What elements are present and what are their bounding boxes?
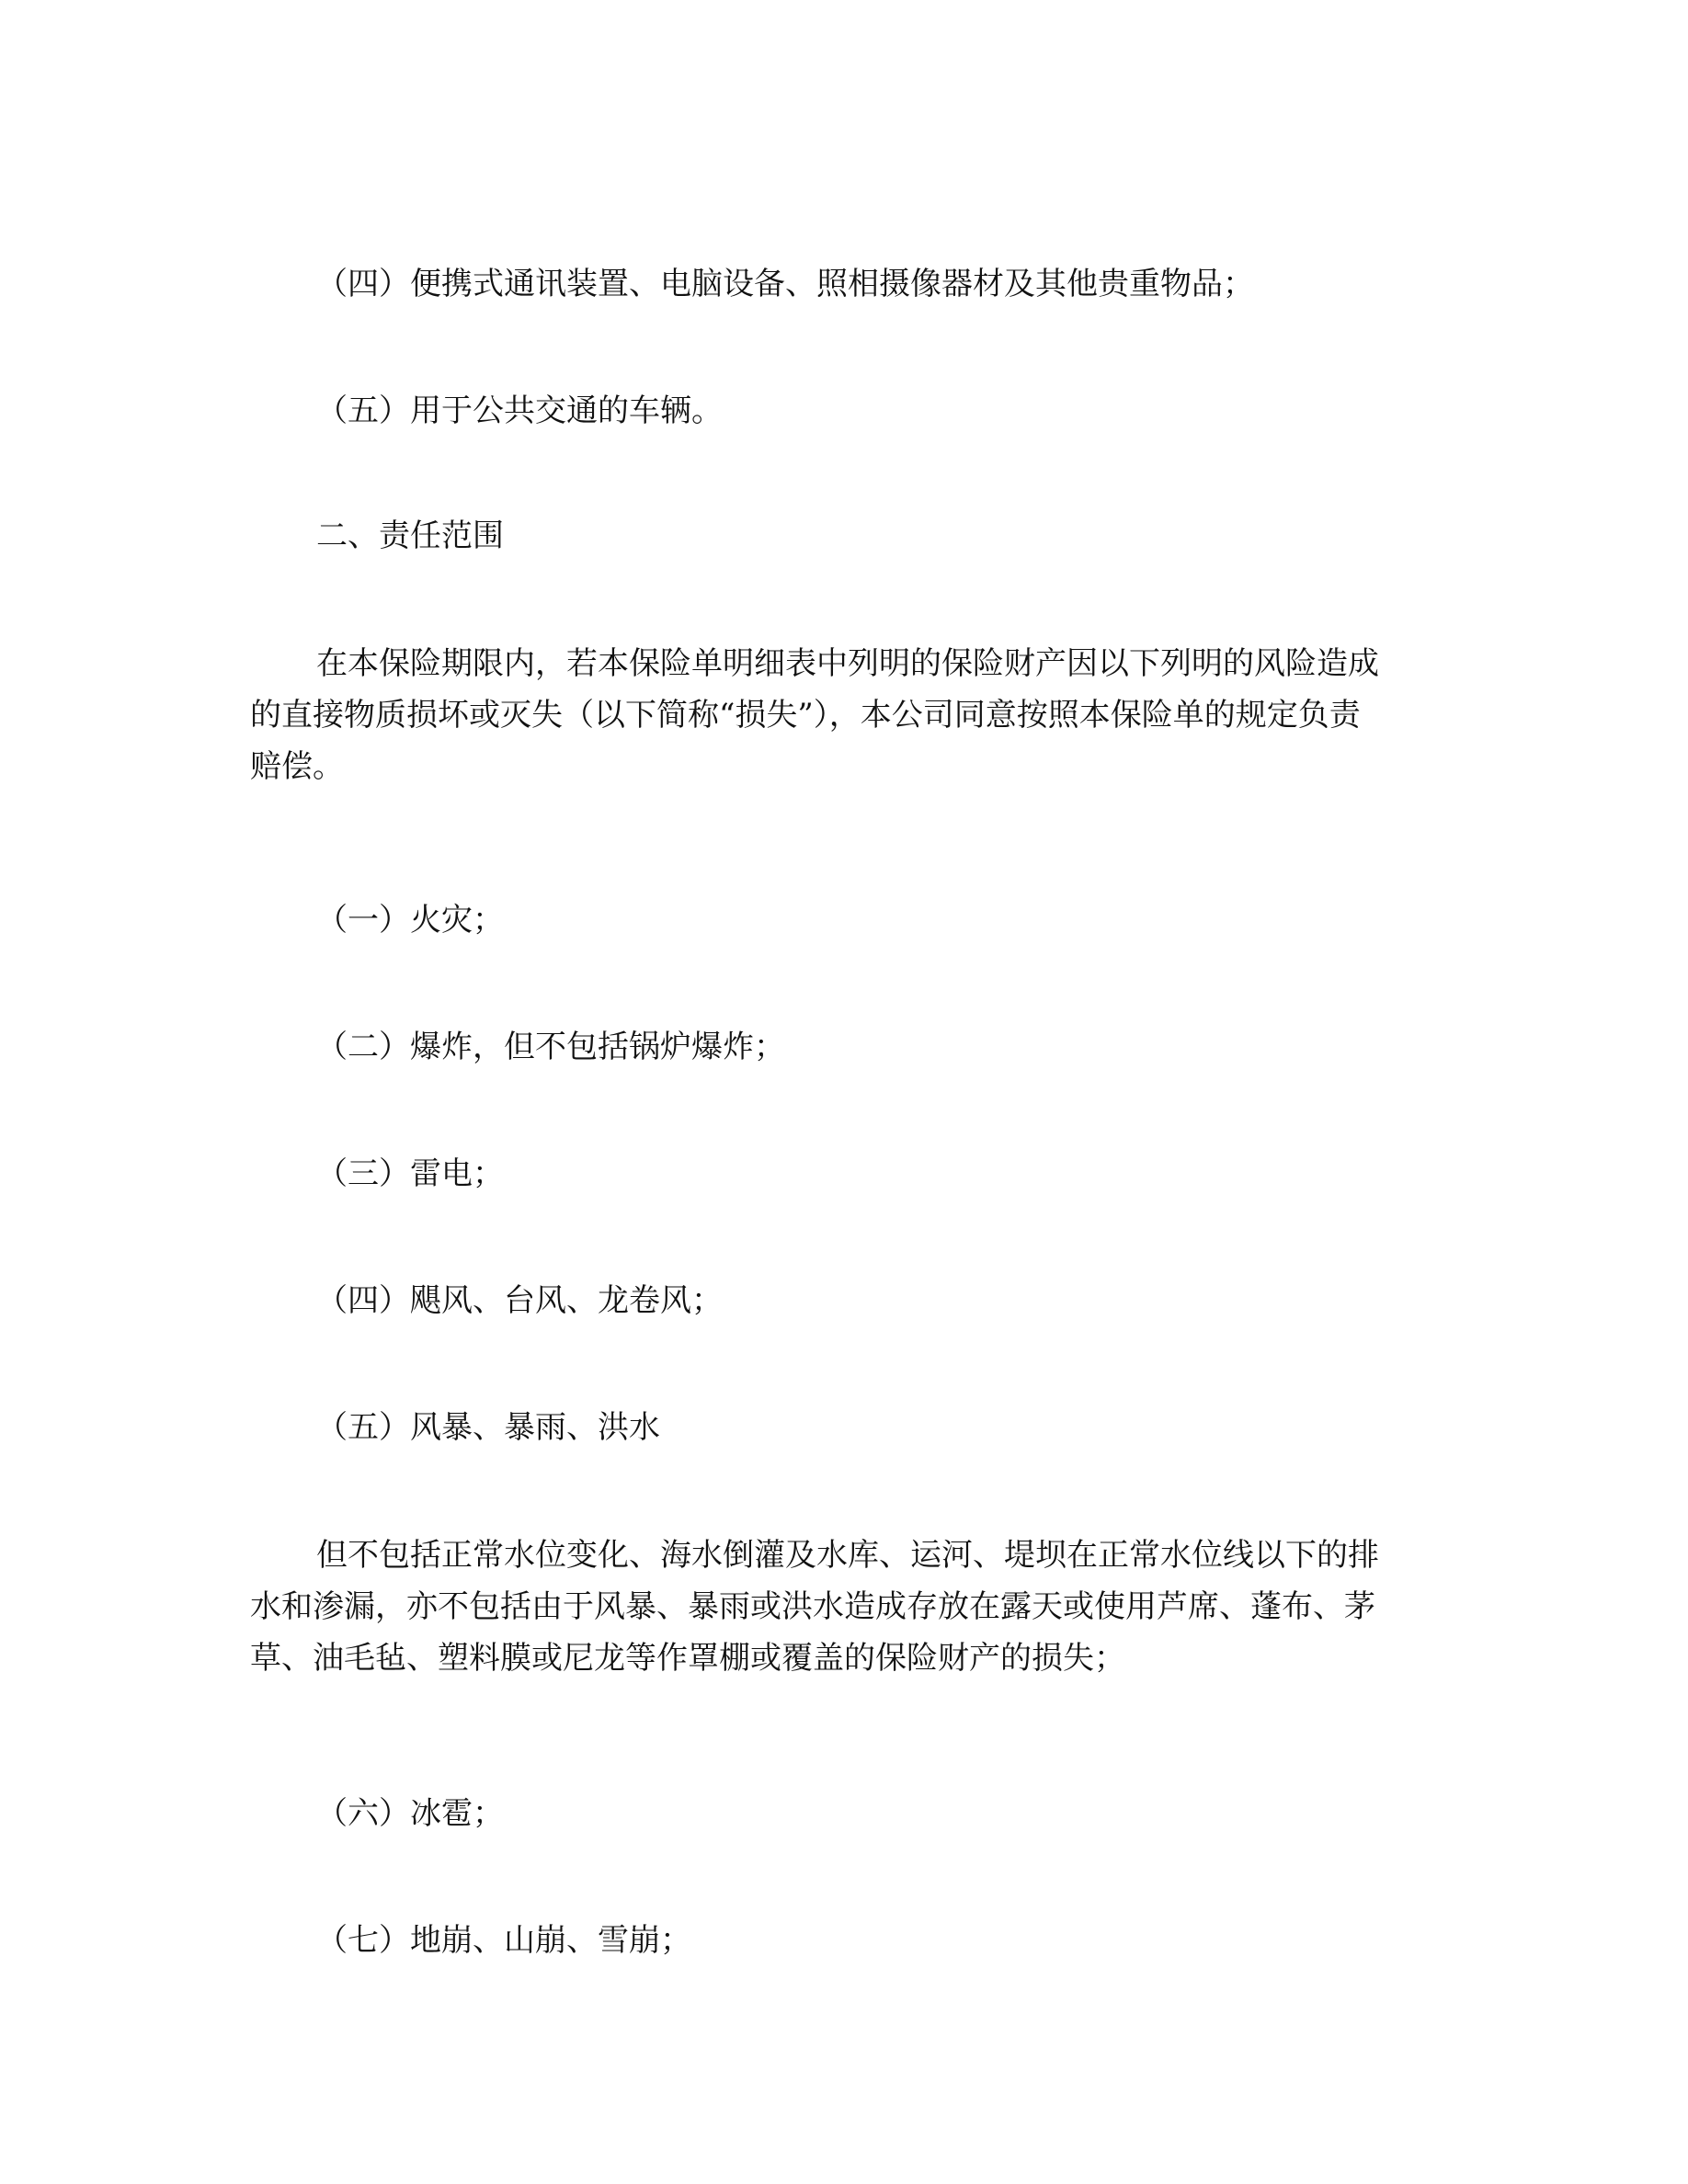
exclusion-line-1: 但不包括正常水位变化、海水倒灌及水库、运河、堤坝在正常水位线以下的排 [316,1537,1379,1574]
intro-line-1: 在本保险期限内，若本保险单明细表中列明的保险财产因以下列明的风险造成 [316,645,1379,682]
risk-item-hail: （六）冰雹； [316,1795,504,1832]
risk-item-lightning: （三）雷电； [316,1155,504,1192]
risk-item-typhoon: （四）飓风、台风、龙卷风； [316,1282,723,1319]
exclusion-line-2: 水和渗漏，亦不包括由于风暴、暴雨或洪水造成存放在露天或使用芦席、蓬布、茅 [250,1588,1375,1625]
risk-item-fire: （一）火灾； [316,902,504,938]
item-five: （五）用于公共交通的车辆。 [316,392,723,429]
exclusion-paragraph [250,1530,1445,1684]
intro-line-2: 的直接物质损坏或灭失（以下简称“损失”），本公司同意按照本保险单的规定负责 [250,697,1361,734]
section-title: 二、责任范围 [316,518,504,554]
exclusion-line-3: 草、油毛毡、塑料膜或尼龙等作罩棚或覆盖的保险财产的损失； [250,1640,1125,1677]
risk-item-storm: （五）风暴、暴雨、洪水 [316,1409,660,1446]
intro-line-3: 赔偿。 [250,748,344,785]
intro-paragraph [250,638,1445,792]
risk-item-landslide: （七）地崩、山崩、雪崩； [316,1922,691,1959]
risk-item-explosion: （二）爆炸，但不包括锅炉爆炸； [316,1029,785,1065]
item-four: （四）便携式通讯装置、电脑设备、照相摄像器材及其他贵重物品； [316,266,1254,302]
